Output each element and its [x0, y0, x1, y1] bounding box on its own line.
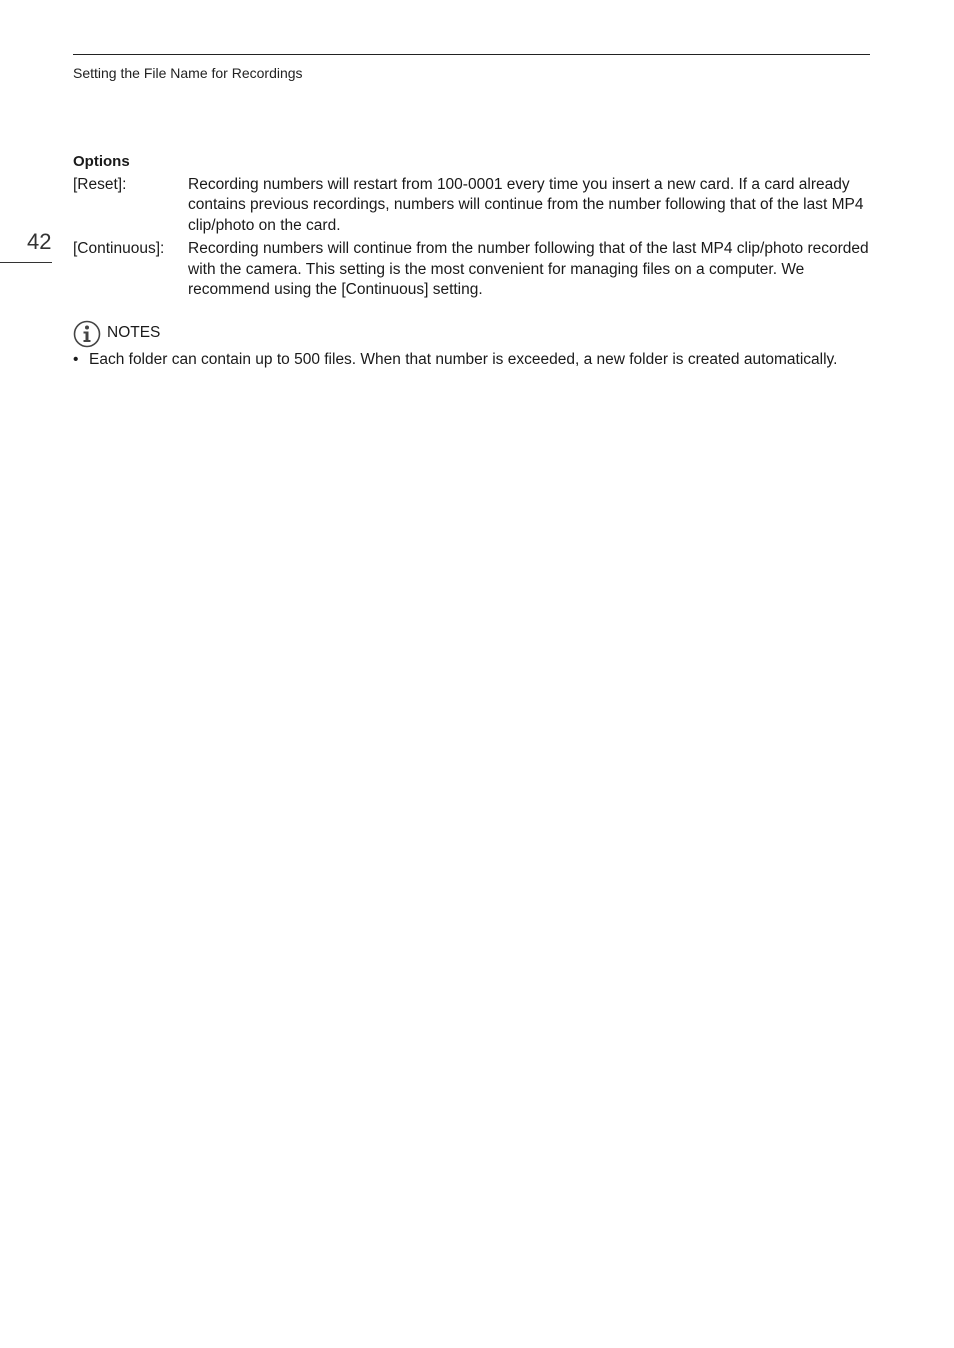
info-icon: [73, 320, 101, 348]
notes-label: NOTES: [107, 324, 161, 342]
page-number: 42: [27, 229, 52, 254]
running-head: Setting the File Name for Recordings: [73, 65, 303, 81]
note-text: Each folder can contain up to 500 files. When that number is exceeded, a new folder is created automatically.: [89, 350, 838, 368]
page-number-rule: [0, 262, 52, 263]
option-description: Recording numbers will continue from the number following that of the last MP4 clip/photo recorded with the camera. This setting is the most convenient for managing files on a computer. We recommend using the [Continuous] setting.: [188, 240, 869, 298]
header-rule: [73, 54, 870, 55]
list-item: [73, 350, 873, 371]
option-term: [Reset]:: [73, 175, 127, 193]
option-row-continuous: [73, 239, 873, 301]
option-term: [Continuous]:: [73, 240, 165, 257]
notes-heading: [73, 320, 873, 348]
option-description: Recording numbers will restart from 100-0001 every time you insert a new card. If a card already contains previous recordings, numbers will continue from the number following that of the last MP4 clip/photo on the card.: [188, 175, 864, 234]
page-content: [73, 152, 873, 370]
bullet: •: [73, 350, 79, 368]
options-heading: Options: [73, 153, 130, 170]
option-row-reset: [73, 175, 873, 237]
